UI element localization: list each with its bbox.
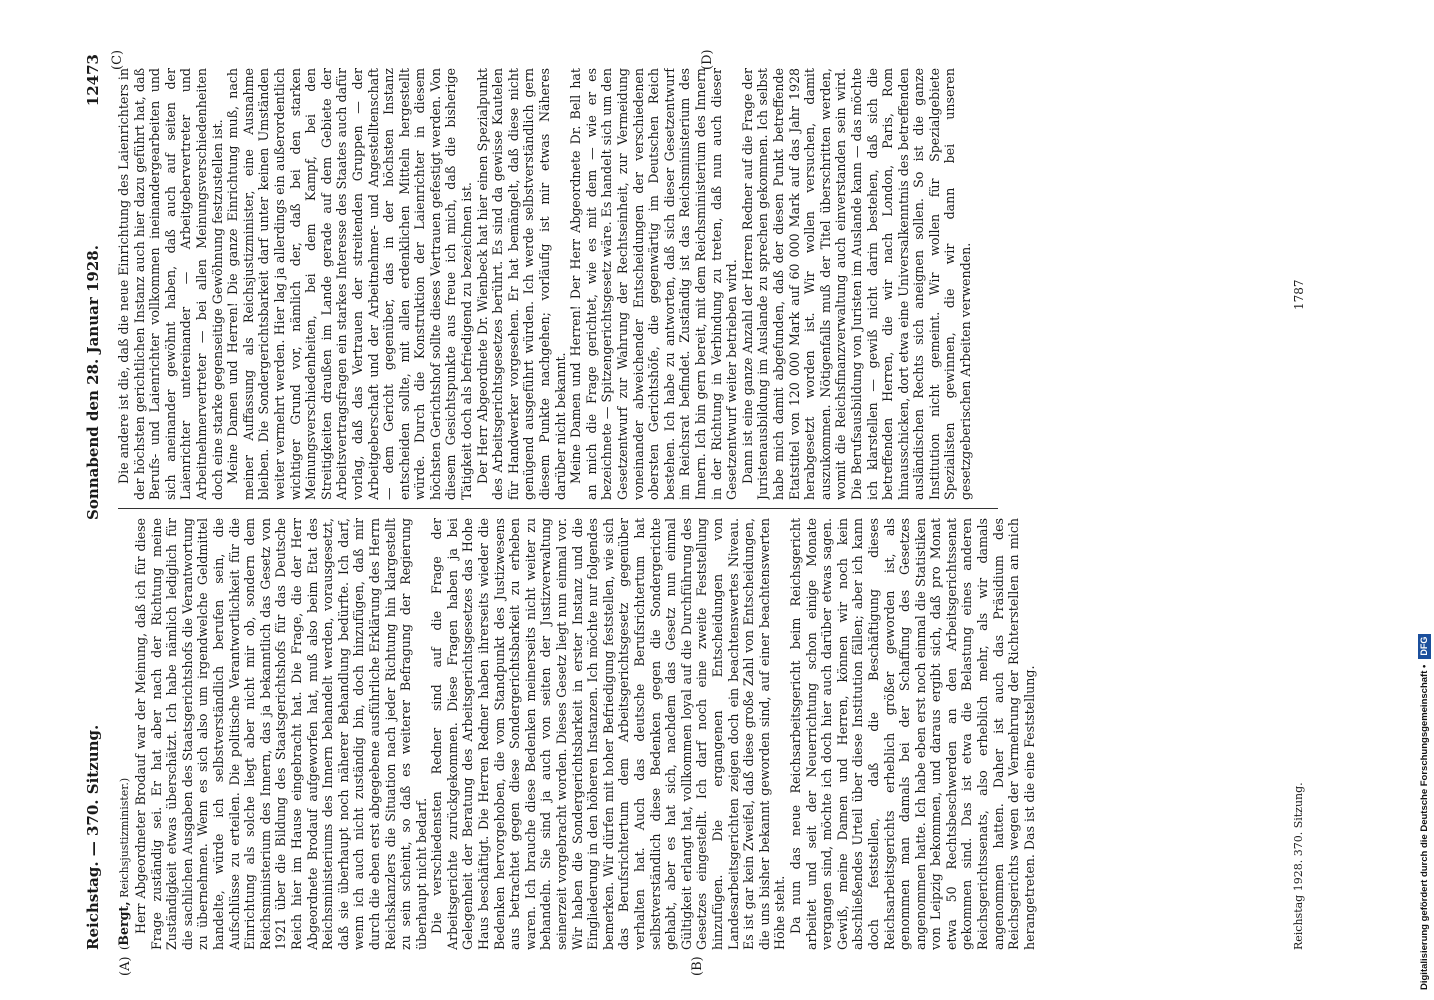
digitization-text: Digitalisierung gefördert durch die Deutsche Forschungsgemeinschaft •	[1419, 664, 1430, 990]
page-header	[80, 50, 114, 950]
header-date: Sonnabend den 28. Januar 1928.	[84, 245, 102, 520]
margin-letter-a: (A)	[118, 956, 133, 976]
paragraph: Die verschiedensten Redner sind auf die Frage der Arbeitsgerichte zurückgekommen. Diese Fragen haben ja bei Gelegenheit der Beratung des Arbeitsgerichtsgesetzes das Hohe Haus beschäftigt. Die Herren Redner haben ihrerseits wieder die Bedenken hervorgehoben, die vom Standpunkt des Justizwesens aus betrachtet gegen diese Sondergerichtsbarkeit zu erheben waren. Ich brauche diese Bedenken meinerseits nicht weiter zu behandeln. Sie sind ja auch von seiten der Justizverwaltung seinerzeit vorgebracht worden. Dieses Gesetz liegt nun einmal vor. Wir haben die Sondergerichtsbarkeit in erster Instanz und die Eingliederung in den höheren Instanzen. Ich möchte nur folgendes bemerken. Wir dürfen mit hoher Befriedigung feststellen, wie sich das Berufsrichtertum dem Arbeitsgerichtsgesetz gegenüber verhalten hat. Auch das deutsche Berufsrichtertum hat selbstverständlich diese Bedenken gegen die Sondergerichte gehabt, aber es hat sich, nachdem das Gesetz nun einmal Gültigkeit erlangt hat, vollkommen loyal auf die Durchführung des Gesetzes eingestellt. Ich darf noch eine zweite Feststellung hinzufügen. Die ergangenen Entscheidungen von Landesarbeitsgerichten zeigen doch ein beachtenswertes Niveau. Es ist gar kein Zweifel, daß diese große Zahl von Entscheidungen, die uns bisher bekannt geworden sind, auf einer beachtenswerten Höhe steht.	[429, 518, 788, 950]
margin-letter-c: (C)	[110, 49, 125, 70]
paragraph: Meine Damen und Herren! Der Herr Abgeordnete Dr. Bell hat an mich die Frage gerichtet, wie es mit dem — wie er es bezeichnete — Spitzengerichtsgesetz wäre. Es handelt sich um den Gesetzentwurf zur Wahrung der Rechtseinheit, zur Vermeidung voneinander abweichender Entscheidungen der verschiedenen obersten Gerichtshöfe, die gegenwärtig im Deutschen Reich bestehen. Ich habe zu antworten, daß sich dieser Gesetzentwurf im Reichsrat befindet. Zuständig ist das Reichsministerium des Innern. Ich bin gern bereit, mit dem Reichsministerium des Innern in der Richtung in Verbindung zu treten, daß nun auch dieser Gesetzentwurf weiter betrieben wird.	[568, 68, 740, 500]
paragraph: Dann ist eine ganze Anzahl der Herren Redner auf die Frage der Juristenausbildung im Auslande zu sprechen gekommen. Ich selbst habe mich damit abgefunden, daß der diesen Punkt betreffende Etatstitel von 120 000 Mark auf 60 000 Mark auf das Jahr 1928 herabgesetzt worden ist. Wir wollen versuchen, damit auszukommen. Nötigenfalls muß der Titel überschritten werden, womit die Reichsfinanzverwaltung auch einverstanden sein wird. Die Berufsausbildung von Juristen im Auslande kann — das möchte ich klarstellen — gewiß nicht darin bestehen, daß sich die betreffenden Herren, die wir nach London, Paris, Rom hinausschicken, dort etwa eine Universalkenntnis des betreffenden ausländischen Rechts sich aneignen sollen. So ist die ganze Institution nicht gemeint. Wir wollen für Spezialgebiete Spezialisten gewinnen, die wir dann bei unseren gesetzgeberischen Arbeiten verwenden.	[739, 68, 974, 500]
speaker-prefix: (	[118, 945, 131, 950]
rotated-page	[80, 49, 1310, 976]
margin-letter-b: (B)	[690, 956, 705, 976]
column-right	[116, 68, 1310, 500]
digitization-note	[1418, 30, 1434, 990]
footer-number: 1787	[1292, 279, 1306, 310]
header-session: Reichstag. — 370. Sitzung.	[84, 724, 102, 950]
page-number: 12473	[84, 54, 102, 107]
paragraph: Da nun das neue Reichsarbeitsgericht beim Reichsgericht arbeitet und seit der Neuerrichtung schon einige Monate vergangen sind, möchte ich doch hier auch darüber etwas sagen. Gewiß, meine Damen und Herren, können wir noch kein abschließendes Urteil über diese Institution fällen; aber ich kann doch feststellen, daß die Beschäftigung dieses Reichsarbeitsgerichts erheblich größer geworden ist, als genommen man damals bei der Schaffung des Gesetzes angenommen hatte. Ich habe eben erst noch einmal die Statistiken von Leipzig bekommen, und daraus ergibt sich, daß pro Monat etwa 50 Rechtsbeschwerden an den Arbeitsgerichtssenat gekommen sind. Das ist etwa die Belastung eines anderen Reichsgerichtssenats, also erheblich mehr, als wir damals angenommen hatten. Daher ist auch das Präsidium des Reichsgerichts wegen der Vermehrung der Richterstellen an mich herangetreten. Das ist die eine Feststellung.	[787, 518, 1037, 950]
speaker-name: Bergt,	[116, 901, 131, 946]
column-left	[116, 518, 1310, 950]
dfg-logo-badge: DFG	[1418, 634, 1431, 659]
paragraph: Herr Abgeordneter Brodauf war der Meinung, daß ich für diese Frage zuständig sei. Er hat aber nach der Richtung meine Zuständigkeit etwas überschätzt. Ich habe nämlich lediglich für die sachlichen Ausgaben des Staatsgerichtshofs die Verantwortung zu übernehmen. Wenn es sich also um irgendwelche Geldmittel handelte, würde ich selbstverständlich berufen sein, die Aufschlüsse zu erteilen. Die politische Verantwortlichkeit für die Einrichtung als solche liegt aber nicht mir ob, sondern dem Reichsministerium des Innern, das ja bekanntlich das Gesetz von 1921 über die Bildung des Staatsgerichtshofs für das Deutsche Reich hier im Hause eingebracht hat. Die Frage, die der Herr Abgeordnete Brodauf aufgeworfen hat, muß also beim Etat des Reichsministeriums des Innern behandelt werden, vorausgesetzt, daß sie überhaupt noch näherer Behandlung bedürfte. Ich darf, wenn ich auch nicht zuständig bin, doch hinzufügen, daß mir durch die eben erst abgegebene ausführliche Erklärung des Herrn Reichskanzlers die Situation nach jeder Richtung hin klargestellt zu sein scheint, so daß es weiterer Befragung der Regierung überhaupt nicht bedarf.	[133, 518, 429, 950]
footer-session: Reichstag 1928. 370. Sitzung.	[1292, 782, 1305, 950]
speaker-role: Reichsjustizminister.)	[118, 777, 131, 898]
speaker-line	[116, 518, 131, 950]
paragraph: Der Herr Abgeordnete Dr. Wienbeck hat hier einen Spezialpunkt des Arbeitsgerichtsgesetzes berührt. Es sind da gewisse Kautelen für Handwerker vorgesehen. Er hat bemängelt, daß diese nicht genügend ausgeführt würden. Ich werde selbstverständlich gern diesem Punkte nachgehen; vorläufig ist mir etwas Näheres darüber nicht bekannt.	[474, 68, 568, 500]
column-divider	[118, 508, 998, 509]
paragraph: Meine Damen und Herren! Die ganze Einrichtung muß, nach meiner Auffassung als Reichsjustizminister, eine Ausnahme bleiben. Die Sondergerichtsbarkeit darf unter keinen Umständen weiter vermehrt werden. Hier lag ja allerdings ein außerordentlich wichtiger Grund vor, nämlich der, daß bei den starken Meinungsverschiedenheiten, bei dem Kampf, bei den Streitigkeiten draußen im Lande gerade auf dem Gebiete der Arbeitsvertragsfragen ein starkes Interesse des Staates auch dafür vorlag, daß das Vertrauen der streitenden Gruppen — der Arbeitgeberschaft und der Arbeitnehmer- und Angestelltenschaft — dem Gericht gegenüber, das in der höchsten Instanz entscheiden sollte, mit allen erdenklichen Mitteln hergestellt würde. Durch die Konstruktion der Laienrichter in diesem höchsten Gerichtshof sollte dieses Vertrauen gefestigt werden. Von diesem Gesichtspunkte aus freue ich mich, daß die bisherige Tätigkeit doch als befriedigend zu bezeichnen ist.	[225, 68, 475, 500]
margin-letter-d: (D)	[700, 49, 715, 70]
paragraph: Die andere ist die, daß die neue Einrichtung des Laienrichters in der höchsten gerichtlichen Instanz auch hier dazu geführt hat, daß Berufs- und Laienrichter vollkommen ineinandergearbeiten und sich aneinander gewöhnt haben, daß auch auf seiten der Laienrichter untereinander — Arbeitgebervertreter und Arbeitnehmervertreter — bei allen Meinungsverschiedenheiten doch eine starke gegenseitige Gewöhnung festzustellen ist.	[116, 68, 225, 500]
